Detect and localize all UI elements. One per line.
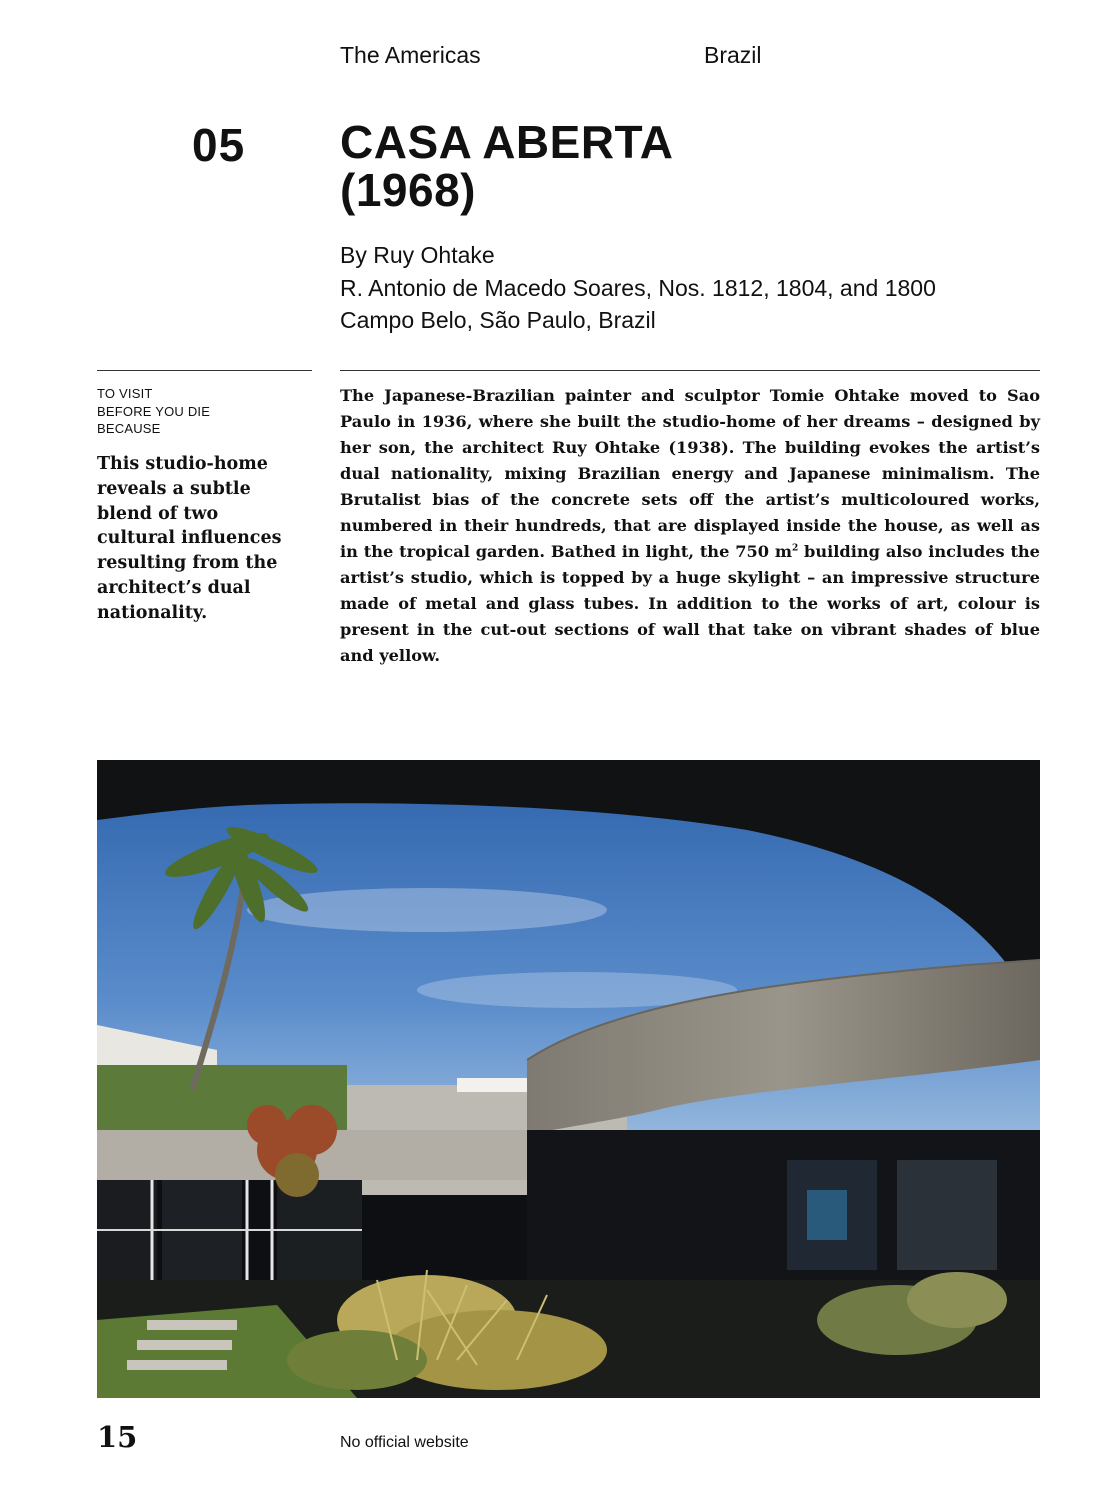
stepping-stone [147, 1320, 237, 1330]
website-note: No official website [340, 1434, 469, 1451]
section-country: Brazil [704, 42, 762, 68]
location: Campo Belo, São Paulo, Brazil [340, 307, 656, 333]
entry-title-name: CASA ABERTA [340, 116, 674, 168]
entry-title [340, 118, 1020, 214]
visit-label-line: BEFORE YOU DIE [97, 403, 211, 419]
entry-meta [340, 239, 936, 337]
body-text-part: building also includes the artist’s studio, which is topped by a huge skylight – an impressive structure made of metal and glass tubes. In addition to the works of art, colour is present in the cut-out sections of wall that take on vibrant shades of blue and yellow. [340, 542, 1040, 665]
stepping-stone [137, 1340, 232, 1350]
visit-label-line: TO VISIT [97, 386, 153, 401]
blue-panel [807, 1190, 847, 1240]
page-number: 15 [97, 1420, 138, 1454]
entry-title-year: (1968) [340, 164, 476, 216]
visit-label [97, 385, 307, 438]
body-paragraph [340, 383, 1040, 669]
body-text-part: The Japanese-Brazilian painter and sculptor Tomie Ohtake moved to Sao Paulo in 1936, where she built the studio-home of her dreams – designed by her son, the architect Ruy Ohtake (1938). The building evokes the artist’s dual nationality, mixing Brazilian energy and Japanese minimalism. The Brutalist bias of the concrete sets off the artist’s multicoloured works, numbered in their hundreds, that are displayed inside the house, as well as in the tropical garden. Bathed in light, the 750 m [340, 386, 1040, 561]
address: R. Antonio de Macedo Soares, Nos. 1812, 1804, and 1800 [340, 274, 936, 301]
body-divider [340, 370, 1040, 371]
building-photo [97, 760, 1040, 1398]
sidebar-divider [97, 370, 312, 371]
visit-label-line: BECAUSE [97, 421, 161, 436]
superscript: 2 [791, 543, 799, 554]
section-region: The Americas [340, 42, 481, 68]
white-roof [457, 1078, 537, 1092]
architect-credit: By Ruy Ohtake [340, 242, 495, 268]
entry-number: 05 [192, 119, 246, 171]
stepping-stone [127, 1360, 227, 1370]
photo-illustration [97, 760, 1040, 1398]
window-pane [897, 1160, 997, 1270]
visit-reason: This studio-home reveals a subtle blend of two cultural influences resulting from the architect’s dual nationality. [97, 454, 282, 623]
